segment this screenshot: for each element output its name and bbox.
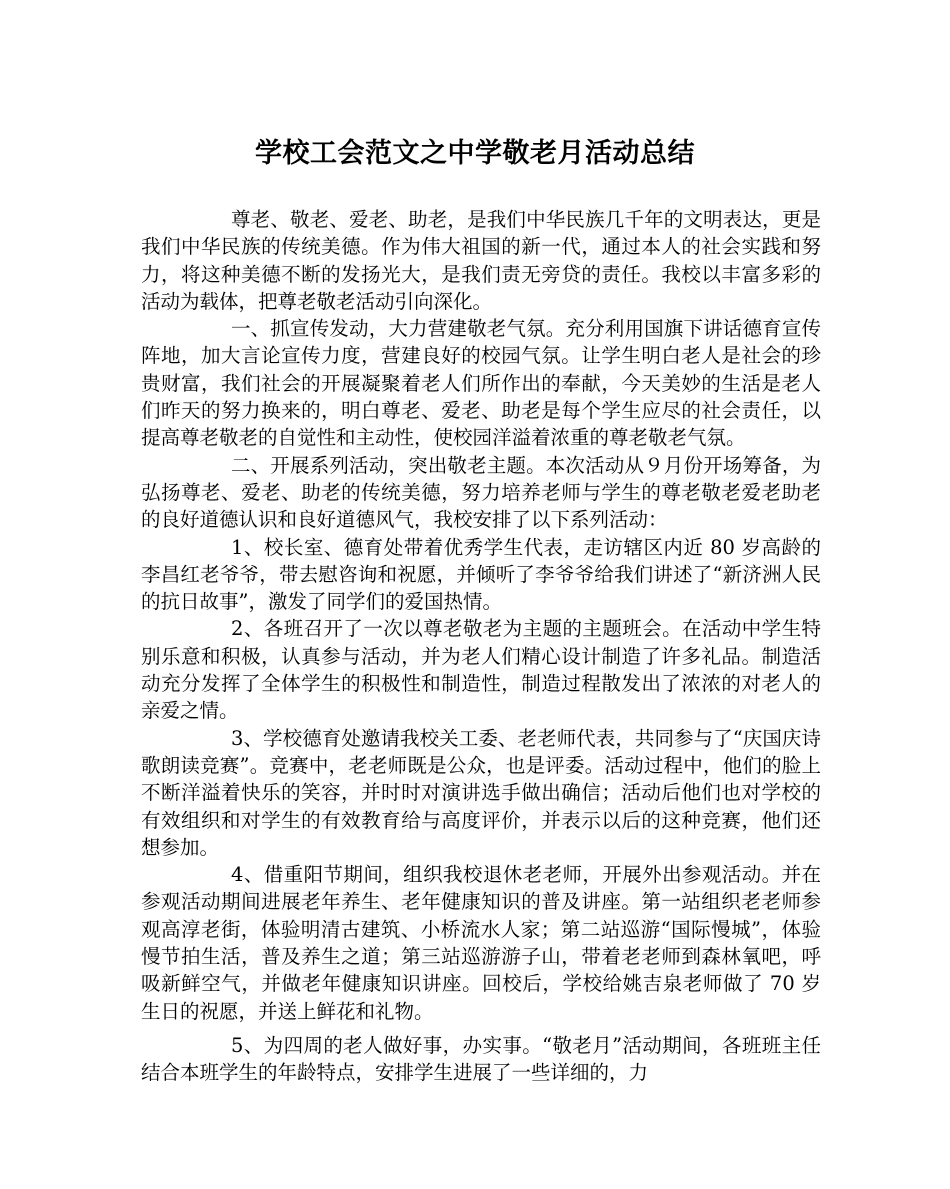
paragraph-intro: 尊老、敬老、爱老、助老，是我们中华民族几千年的文明表达，更是我们中华民族的传统美德。作为伟大祖国的新一代，通过本人的社会实践和努力，将这种美德不断的发扬光大，是我们责无旁贷的责任。我校以丰富多彩的活动为载体，把尊老敬老活动引向深化。 bbox=[141, 208, 821, 313]
paragraph-activity-5: 5、为四周的老人做好事，办实事。“敬老月”活动期间，各班班主任结合本班学生的年龄特点，安排学生进展了一些详细的，力 bbox=[141, 1033, 821, 1085]
document-body bbox=[141, 206, 821, 1087]
paragraph-activity-1: 1、校长室、德育处带着优秀学生代表，走访辖区内近 80 岁高龄的李昌红老爷爷，带去慰咨询和祝愿，并倾听了李爷爷给我们讲述了“新济洲人民的抗日故事”，激发了同学们的爱国热情。 bbox=[141, 535, 821, 614]
paragraph-section-2: 二、开展系列活动，突出敬老主题。本次活动从９月份开场筹备，为弘扬尊老、爱老、助老的传统美德，努力培养老师与学生的尊老敬老爱老助老的良好道德认识和良好道德风气，我校安排了以下系列活动： bbox=[141, 453, 821, 532]
document-title: 学校工会范文之中学敬老月活动总结 bbox=[255, 138, 695, 169]
paragraph-activity-3: 3、学校德育处邀请我校关工委、老老师代表，共同参与了“庆国庆诗歌朗读竞赛”。竞赛中，老老师既是公众，也是评委。活动过程中，他们的脸上不断洋溢着快乐的笑容，并时时对演讲选手做出确信；活动后他们也对学校的有效组织和对学生的有效教育给与高度评价，并表示以后的这种竞赛，他们还想参加。 bbox=[141, 726, 821, 859]
paragraph-section-1: 一、抓宣传发动，大力营建敬老气氛。充分利用国旗下讲话德育宣传阵地，加大言论宣传力度，营建良好的校园气氛。让学生明白老人是社会的珍贵财富，我们社会的开展凝聚着老人们所作出的奉献，今天美妙的生活是老人们昨天的努力换来的，明白尊老、爱老、助老是每个学生应尽的社会责任，以提高尊老敬老的自觉性和主动性，使校园洋溢着浓重的尊老敬老气氛。 bbox=[141, 317, 821, 450]
paragraph-activity-4: 4、借重阳节期间，组织我校退休老老师，开展外出参观活动。并在参观活动期间进展老年养生、老年健康知识的普及讲座。第一站组织老老师参观高淳老街，体验明清古建筑、小桥流水人家；第二站巡游“国际慢城”，体验慢节拍生活，普及养生之道；第三站巡游游子山，带着老老师到森林氧吧，呼吸新鲜空气，并做老年健康知识讲座。回校后，学校给姚吉泉老师做了 70 岁生日的祝愿，并送上鲜花和礼物。 bbox=[141, 863, 821, 1023]
paragraph-activity-2: 2、各班召开了一次以尊老敬老为主题的主题班会。在活动中学生特别乐意和积极，认真参与活动，并为老人们精心设计制造了许多礼品。制造活动充分发挥了全体学生的积极性和制造性，制造过程散发出了浓浓的对老人的亲爱之情。 bbox=[141, 617, 821, 723]
